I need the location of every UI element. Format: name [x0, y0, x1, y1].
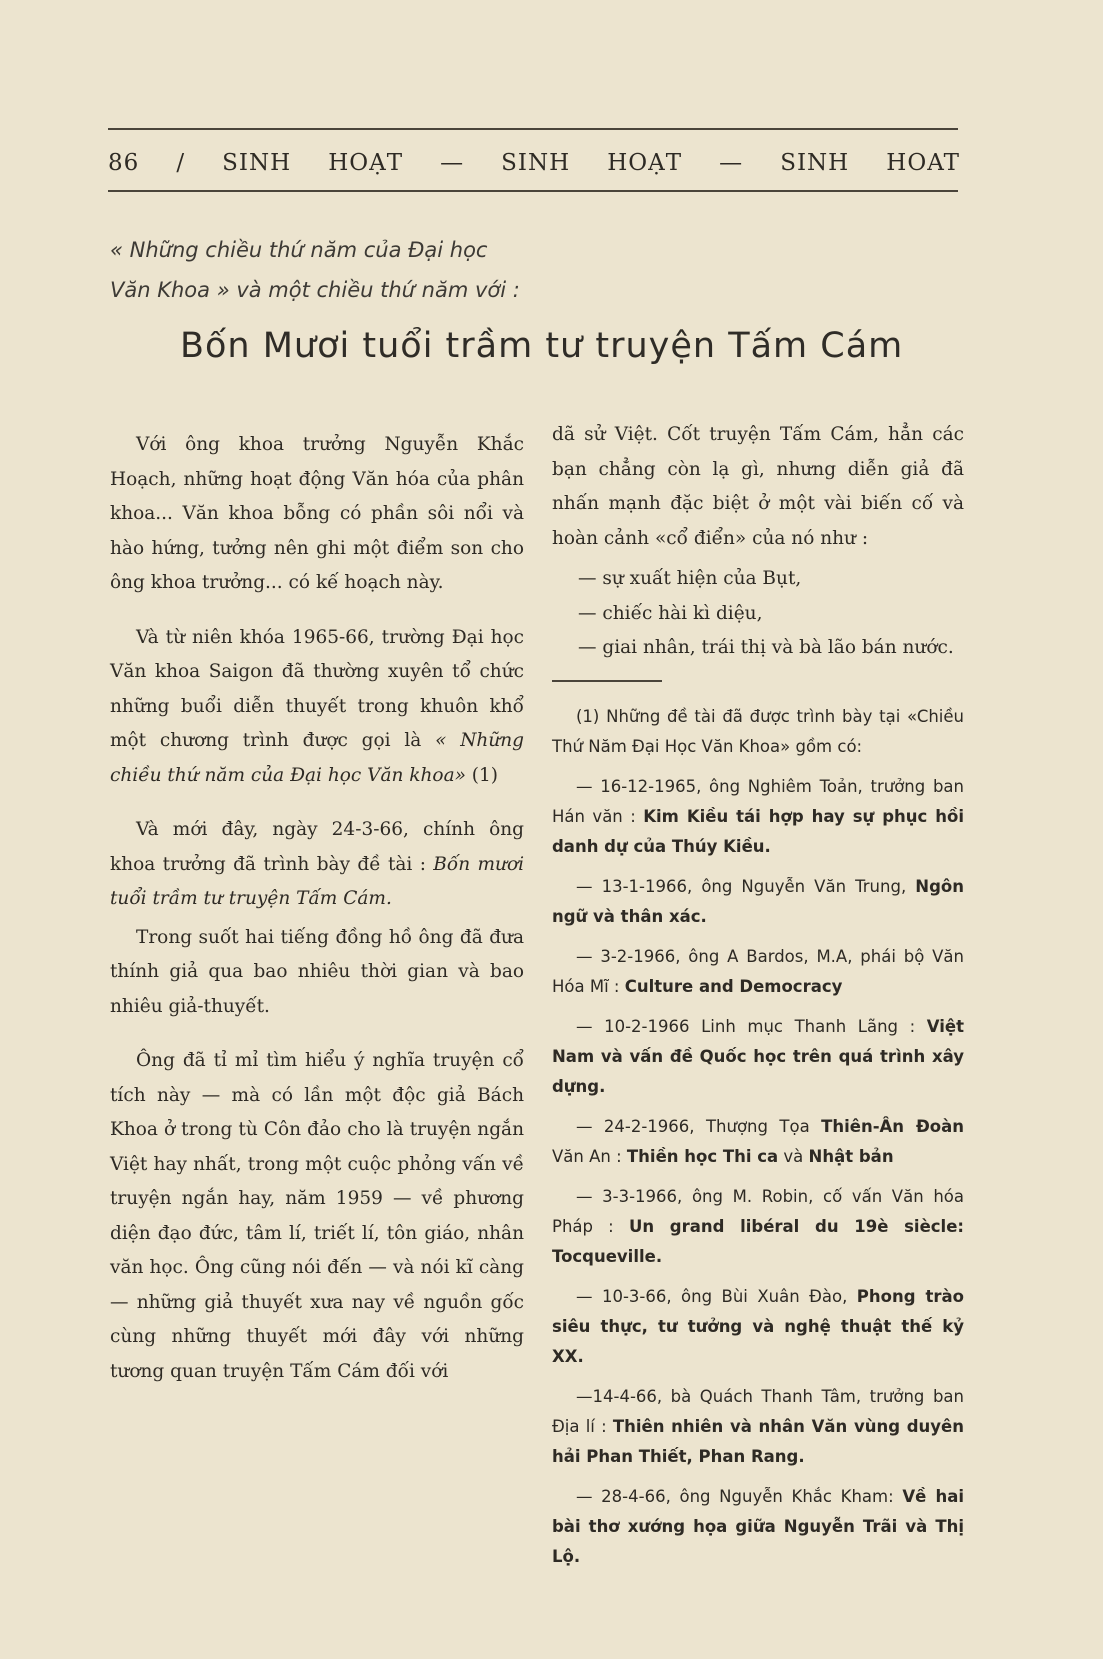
kicker-line-2: Văn Khoa » và một chiều thứ năm với : — [110, 278, 520, 302]
footnote: (1) Những đề tài đã được trình bày tại «Chiều Thứ Năm Đại Học Văn Khoa» gồm có: — [552, 706, 964, 756]
list-item: — giai nhân, trái thị và bà lão bán nước. — [578, 637, 954, 658]
right-column — [552, 418, 964, 1582]
article-kicker — [110, 230, 590, 310]
header-bottom-rule — [108, 190, 958, 192]
paragraph: Trong suốt hai tiếng đồng hồ ông đã đưa thính giả qua bao nhiêu thời gian và bao nhiêu giả-thuyết. — [110, 926, 524, 1017]
header-item: SINH — [780, 150, 850, 176]
kicker-line-1: « Những chiều thứ năm của Đại học — [110, 238, 488, 262]
footnote-entry: — 10-2-1966 Linh mục Thanh Lãng : Việt Nam và vấn đề Quốc học trên quá trình xây dựng. — [552, 1016, 964, 1096]
footnote-entry: — 3-2-1966, ông A Bardos, M.A, phái bộ Văn Hóa Mĩ : Culture and Democracy — [552, 946, 964, 996]
footnote-entry: — 28-4-66, ông Nguyễn Khắc Kham: Về hai bài thơ xướng họa giữa Nguyễn Trãi và Thị Lộ. — [552, 1486, 964, 1566]
header-slash: / — [176, 150, 186, 176]
header-item: SINH — [222, 150, 292, 176]
footnote-entry: — 3-3-1966, ông M. Robin, cố vấn Văn hóa Pháp : Un grand libéral du 19è siècle: Tocqueville. — [552, 1186, 964, 1266]
page-number: 86 — [108, 150, 140, 176]
footnote-entry: — 24-2-1966, Thượng Tọa Thiên-Ân Đoàn Văn An : Thiền học Thi ca và Nhật bản — [552, 1116, 965, 1166]
left-column — [110, 428, 524, 1409]
header-top-rule — [108, 128, 958, 130]
lecture-series-name: « Những chiều thứ năm của Đại học Văn khoa» — [110, 730, 524, 786]
header-item: HOẠT — [328, 150, 404, 176]
footnote-entry: — 10-3-66, ông Bùi Xuân Đào, Phong trào siêu thực, tư tưởng và nghệ thuật thế kỷ XX. — [552, 1286, 964, 1366]
footnote-entry: — 16-12-1965, ông Nghiêm Toản, trưởng ban Hán văn : Kim Kiều tái hợp hay sự phục hồi danh dự của Thúy Kiều. — [552, 776, 964, 856]
footnote-entry: — 13-1-1966, ông Nguyễn Văn Trung, Ngôn ngữ và thân xác. — [552, 876, 964, 926]
header-item: HOẠT — [607, 150, 683, 176]
lecture-title: Bốn mươi tuổi trầm tư truyện Tấm Cám. — [110, 853, 524, 909]
header-item: — — [440, 150, 465, 176]
paragraph: Với ông khoa trưởng Nguyễn Khắc Hoạch, những hoạt động Văn hóa của phân khoa... Văn khoa bỗng có phần sôi nổi và hào hứng, tưởng nên ghi một điểm son cho ông khoa trưởng... có kế hoạch này. — [110, 434, 524, 593]
list-item: — chiếc hài kì diệu, — [578, 602, 763, 624]
list-item: — sự xuất hiện của Bụt, — [578, 568, 802, 589]
paragraph: dã sử Việt. Cốt truyện Tấm Cám, hẳn các bạn chẳng còn lạ gì, nhưng diễn giả đã nhấn mạnh đặc biệt ở một vài biến cố và hoàn cảnh «cổ điển» của nó như : — [552, 424, 964, 549]
header-item: HOAT — [886, 150, 960, 176]
paragraph: Và mới đây, ngày 24-3-66, chính ông khoa trưởng đã trình bày đề tài : Bốn mươi tuổi trầm tư truyện Tấm Cám. — [110, 819, 524, 909]
footnote-entry: —14-4-66, bà Quách Thanh Tâm, trưởng ban Địa lí : Thiên nhiên và nhân Văn vùng duyên hải Phan Thiết, Phan Rang. — [552, 1386, 964, 1466]
paragraph: Và từ niên khóa 1965-66, trường Đại học Văn khoa Saigon đã thường xuyên tổ chức những buổi diễn thuyết trong khuôn khổ một chương trình được gọi là « Những chiều thứ năm của Đại học Văn khoa» (1) — [110, 626, 524, 786]
article-title: Bốn Mươi tuổi trầm tư truyện Tấm Cám — [180, 326, 904, 366]
header-item: — — [719, 150, 744, 176]
paragraph: Ông đã tỉ mỉ tìm hiểu ý nghĩa truyện cổ tích này — mà có lần một độc giả Bách Khoa ở trong tù Côn đảo cho là truyện ngắn Việt hay nhất, trong một cuộc phỏng vấn về truyện ngắn hay, năm 1959 — về phương diện đạo đức, tâm lí, triết lí, tôn giáo, nhân văn học. Ông cũng nói đến — và nói kĩ càng — những giả thuyết xưa nay về nguồn gốc cùng những thuyết mới đây với những tương quan truyện Tấm Cám đối với — [110, 1050, 524, 1382]
running-header — [108, 146, 960, 180]
header-item: SINH — [501, 150, 571, 176]
footnote-rule — [552, 680, 662, 682]
